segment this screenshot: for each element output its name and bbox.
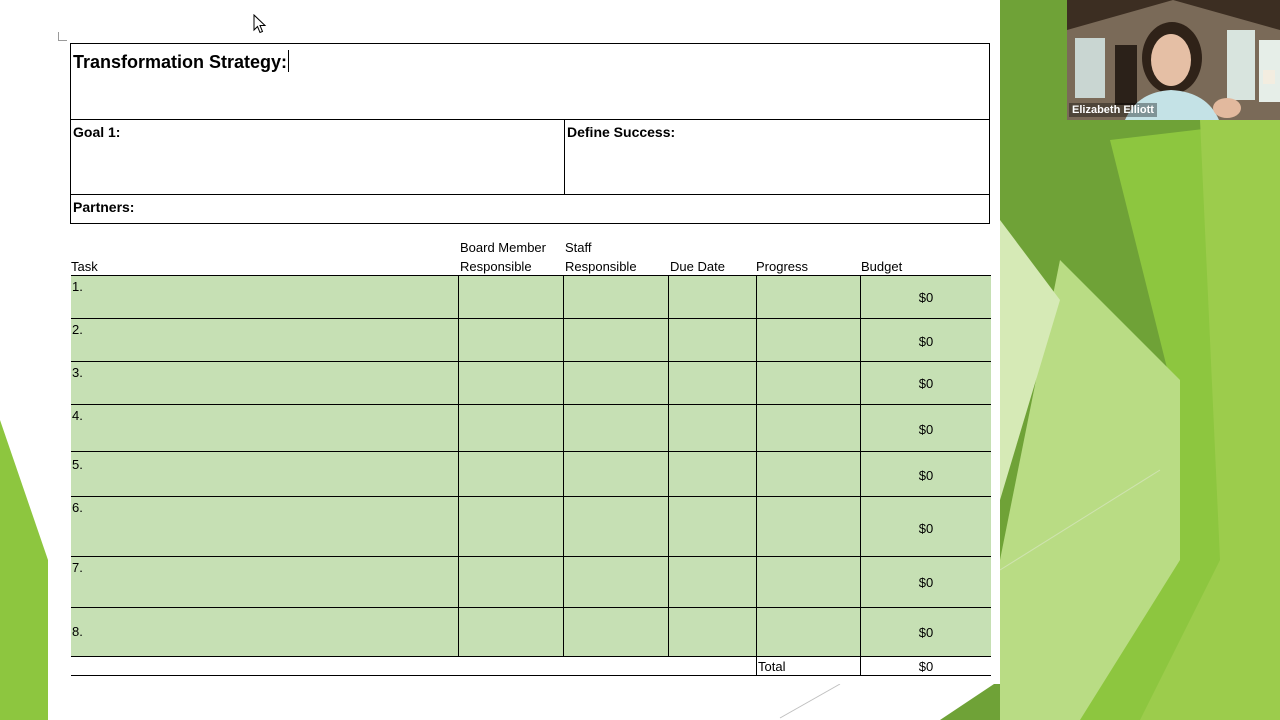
budget-cell[interactable] [860,608,991,656]
total-value-cell [860,657,991,675]
header-task: Task [71,259,98,274]
row-number: 5. [72,457,83,472]
board-member-cell[interactable] [458,405,563,451]
task-cell[interactable] [71,319,459,361]
board-member-cell[interactable] [458,276,563,318]
table-row [71,404,991,451]
participant-video-tile[interactable] [1067,0,1280,120]
header-staff-line1: Staff [565,240,592,255]
partners-label: Partners: [73,199,135,215]
table-row [71,496,991,556]
progress-cell[interactable] [756,362,861,404]
table-row [71,451,991,496]
row-number: 6. [72,500,83,515]
header-board-line2: Responsible [460,259,532,274]
budget-value: $0 [918,376,934,391]
table-row [71,607,991,656]
due-date-cell[interactable] [668,362,756,404]
total-value: $0 [918,659,934,674]
progress-cell[interactable] [756,405,861,451]
header-progress: Progress [756,259,809,274]
table-row [71,275,991,318]
row-number: 8. [72,624,83,639]
due-date-cell[interactable] [668,405,756,451]
staff-cell[interactable] [563,452,668,496]
budget-cell[interactable] [860,319,991,361]
budget-cell[interactable] [860,557,991,607]
board-member-cell[interactable] [458,452,563,496]
budget-value: $0 [918,625,934,640]
budget-value: $0 [918,422,934,437]
goal-label: Goal 1: [73,124,121,140]
header-board-line1: Board Member [460,240,546,255]
progress-cell[interactable] [756,276,861,318]
due-date-cell[interactable] [668,608,756,656]
staff-cell[interactable] [563,405,668,451]
row-number: 4. [72,408,83,423]
due-date-cell[interactable] [668,276,756,318]
due-date-cell[interactable] [668,497,756,556]
lamp [1263,70,1275,84]
row-number: 3. [72,365,83,380]
progress-cell[interactable] [756,319,861,361]
task-cell[interactable] [71,608,459,656]
row-number: 1. [72,279,83,294]
partners-row[interactable] [71,195,989,223]
strategy-row[interactable] [71,44,989,120]
define-success-label: Define Success: [567,124,676,140]
staff-cell[interactable] [563,362,668,404]
header-budget: Budget [861,259,903,274]
budget-cell[interactable] [860,405,991,451]
budget-value: $0 [918,575,934,590]
board-member-cell[interactable] [458,319,563,361]
video-frame [1067,0,1280,120]
strategy-label: Transformation Strategy: [73,52,288,72]
budget-value: $0 [918,290,934,305]
staff-cell[interactable] [563,497,668,556]
header-staff-line2: Responsible [565,259,637,274]
progress-cell[interactable] [756,608,861,656]
participant-name: Elizabeth Elliott [1069,103,1157,117]
task-cell[interactable] [71,452,459,496]
header-board-member [460,238,546,276]
total-row [71,656,991,676]
budget-value: $0 [918,334,934,349]
progress-cell[interactable] [756,557,861,607]
strategy-document [48,0,1000,684]
goal-row [71,120,989,195]
row-number: 2. [72,322,83,337]
strategy-header-box [70,43,990,224]
budget-cell[interactable] [860,452,991,496]
due-date-cell[interactable] [668,319,756,361]
person-hand [1213,98,1241,118]
diagonal-line-2 [780,684,840,718]
task-cell[interactable] [71,497,459,556]
total-label: Total [758,659,786,674]
page-corner-mark [58,32,67,41]
doorway [1115,45,1137,105]
mouse-pointer-icon [253,14,267,34]
task-cell[interactable] [71,557,459,607]
task-cell[interactable] [71,276,459,318]
staff-cell[interactable] [563,608,668,656]
header-due-date: Due Date [670,259,725,274]
header-staff [565,238,637,276]
budget-value: $0 [918,521,934,536]
total-label-cell [756,657,861,675]
right-window [1227,30,1255,100]
progress-cell[interactable] [756,497,861,556]
budget-cell[interactable] [860,497,991,556]
due-date-cell[interactable] [668,557,756,607]
staff-cell[interactable] [563,557,668,607]
budget-value: $0 [918,468,934,483]
text-caret-icon [288,50,289,72]
staff-cell[interactable] [563,319,668,361]
left-green-shape [0,420,48,720]
board-member-cell[interactable] [458,608,563,656]
progress-cell[interactable] [756,452,861,496]
task-cell[interactable] [71,405,459,451]
budget-cell[interactable] [860,362,991,404]
table-row [71,556,991,607]
task-cell[interactable] [71,362,459,404]
table-row [71,361,991,404]
due-date-cell[interactable] [668,452,756,496]
row-number: 7. [72,560,83,575]
board-member-cell[interactable] [458,362,563,404]
left-window [1075,38,1105,98]
define-success-cell[interactable] [565,120,989,194]
board-member-cell[interactable] [458,557,563,607]
budget-cell[interactable] [860,276,991,318]
person-face [1151,34,1191,86]
table-row [71,318,991,361]
staff-cell[interactable] [563,276,668,318]
board-member-cell[interactable] [458,497,563,556]
goal-cell[interactable] [71,120,565,194]
